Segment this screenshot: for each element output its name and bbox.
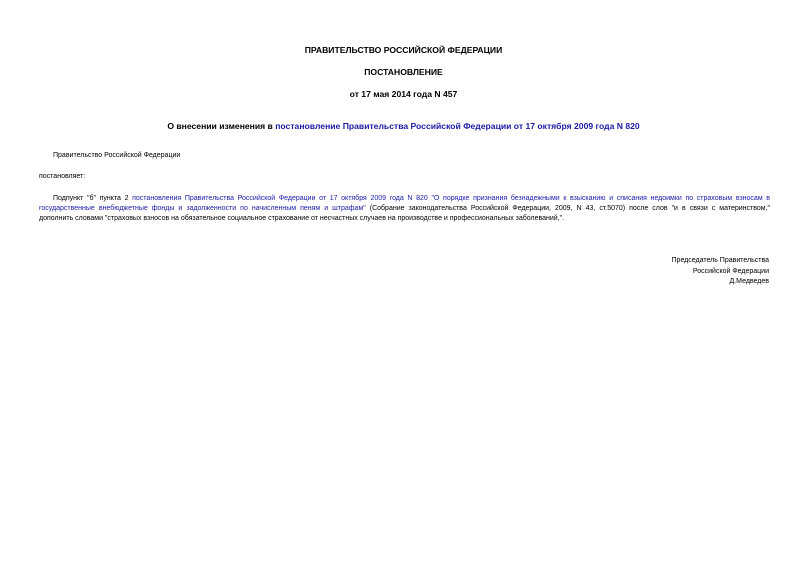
paragraph-line-2 xyxy=(39,204,770,214)
preamble-text: Правительство Российской Федерации xyxy=(53,152,181,159)
paragraph-line-1 xyxy=(39,194,770,204)
resolution-820-link-part-2[interactable]: государственные внебюджетные фонды и задолженности по начисленным пеням и штрафам" xyxy=(39,204,366,212)
signatory-position-line-1: Председатель Правительства xyxy=(671,257,769,264)
paragraph-line-2-text: (Собрание законодательства Российской Федерации, 2009, N 43, ст.5070) после слов "и в связи с материнством," xyxy=(365,204,770,212)
document-date-number: от 17 мая 2014 года N 457 xyxy=(349,89,458,99)
paragraph-line-3: дополнить словами "страховых взносов на обязательное социальное страхование от несчастных случаев на производстве и профессиональных заболеваний,". xyxy=(39,214,565,222)
signatory-name: Д.Медведев xyxy=(729,278,769,285)
document-type: ПОСТАНОВЛЕНИЕ xyxy=(364,67,443,77)
signature-block xyxy=(672,256,769,288)
document-subject xyxy=(0,121,807,132)
resolves-text: постановляет: xyxy=(39,173,86,180)
resolution-820-link-part-1[interactable]: постановления Правительства Российской Федерации от 17 октября 2009 года N 820 "О порядке признания безнадежными к взысканию и списания недоимки по страховым взносам в xyxy=(132,195,770,202)
government-title: ПРАВИТЕЛЬСТВО РОССИЙСКОЙ ФЕДЕРАЦИИ xyxy=(304,45,503,55)
main-paragraph xyxy=(39,194,770,223)
amended-resolution-link[interactable]: постановление Правительства Российской Федерации от 17 октября 2009 года N 820 xyxy=(275,121,640,131)
paragraph-line-1-text: Подпункт "б" пункта 2 xyxy=(53,195,133,202)
subject-prefix: О внесении изменения в xyxy=(167,121,276,131)
signatory-position-line-2: Российской Федерации xyxy=(692,267,769,275)
